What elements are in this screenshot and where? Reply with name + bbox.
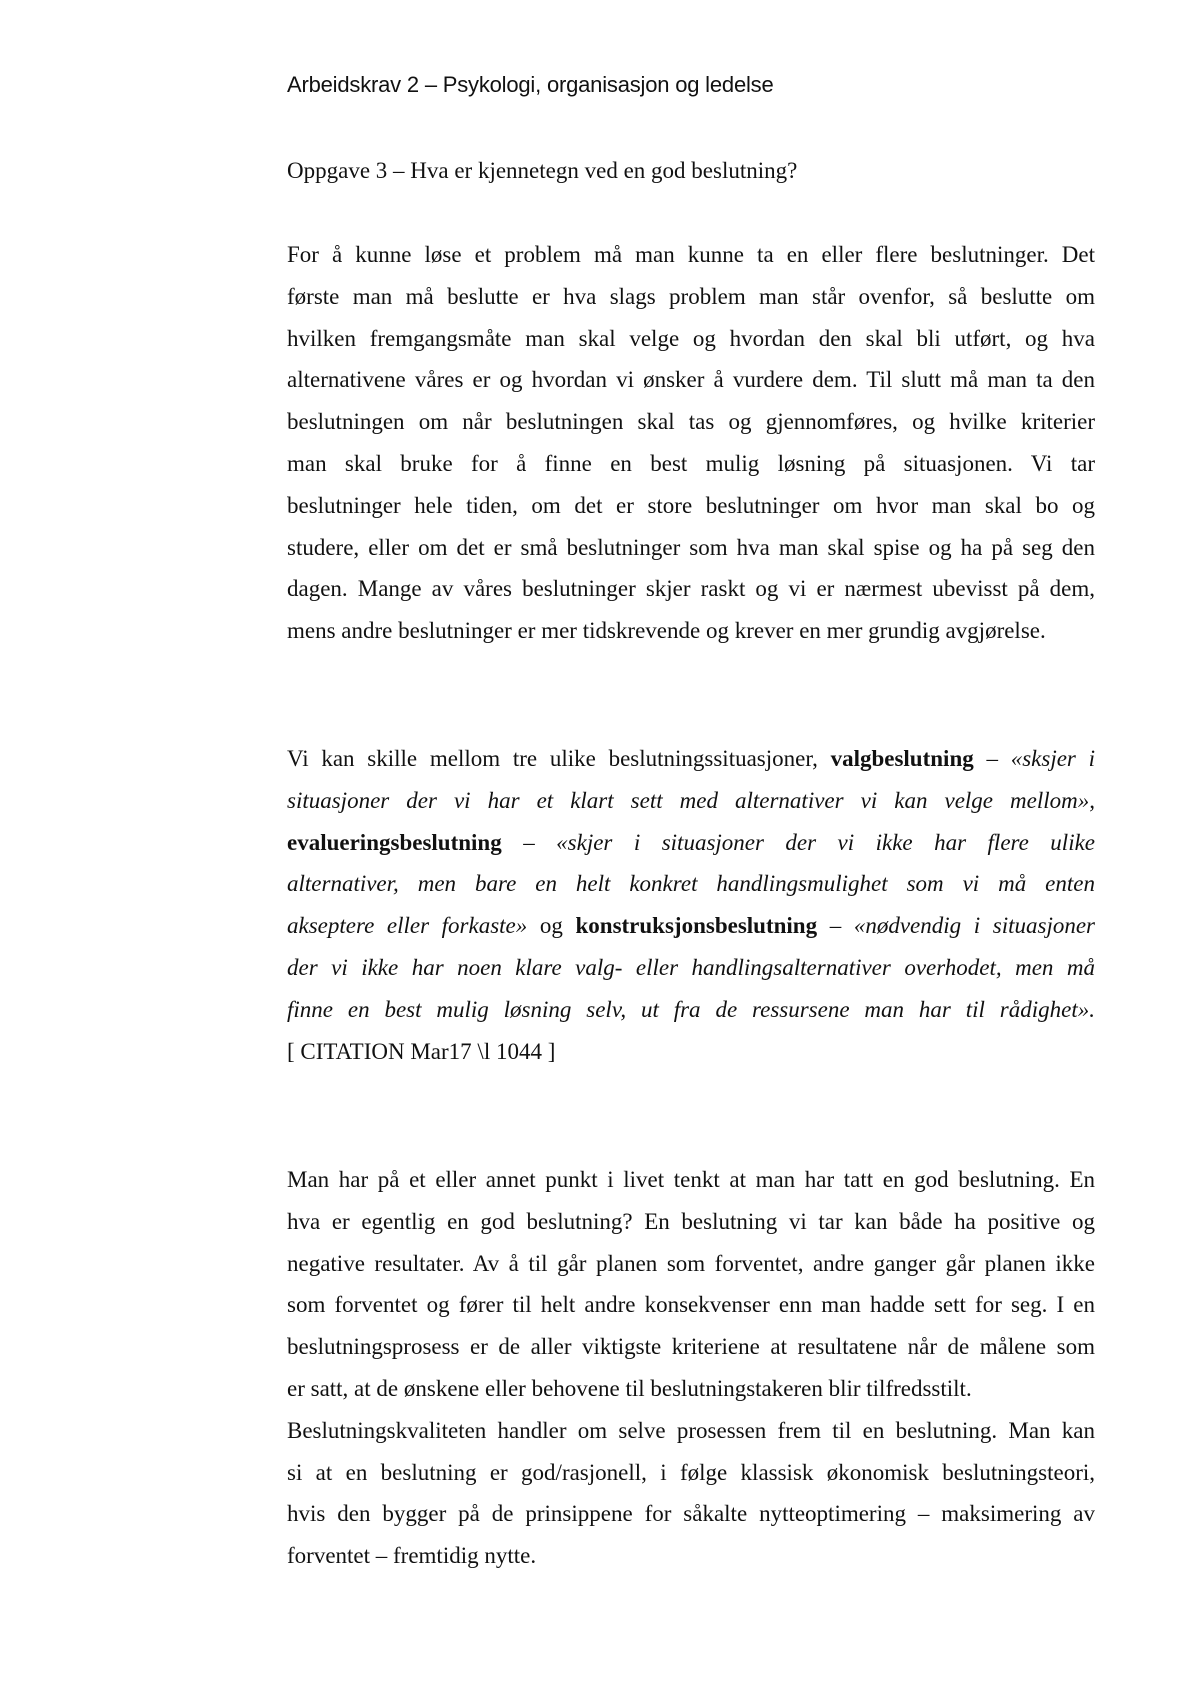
- paragraph-line: første man må beslutte er hva slags problem man står ovenfor, så beslutte om: [287, 283, 1095, 309]
- quote-text: alternativer, men bare en helt konkret handlingsmulighet som vi må enten: [287, 871, 1095, 897]
- quote-text: situasjoner der vi har et klart sett med alternativer vi kan velge mellom»,: [287, 787, 1095, 813]
- paragraph-line: mens andre beslutninger er mer tidskrevende og krever en mer grundig avgjørelse.: [287, 618, 1046, 644]
- term-evalueringsbeslutning: evalueringsbeslutning: [287, 829, 502, 855]
- intro-text: Vi kan skille mellom tre ulike beslutningssituasjoner,: [287, 746, 831, 771]
- paragraph-line: som forventet og fører til helt andre konsekvenser enn man hadde sett for seg. I en: [287, 1292, 1095, 1318]
- term-valgbeslutning: valgbeslutning: [830, 746, 974, 771]
- citation-field: [ CITATION Mar17 \l 1044 ]: [287, 1038, 556, 1064]
- paragraph-line: [287, 947, 1095, 989]
- conjunction: og: [527, 913, 576, 939]
- paragraph-line: [287, 905, 1095, 947]
- paragraph-line: hvis den bygger på de prinsippene for såkalte nytteoptimering – maksimering av: [287, 1501, 1095, 1527]
- dash: –: [501, 829, 557, 855]
- paragraph-line: beslutningen om når beslutningen skal tas og gjennomføres, og hvilke kriterier: [287, 409, 1095, 435]
- paragraph-line: [287, 738, 1095, 780]
- paragraph-line: Man har på et eller annet punkt i livet tenkt at man har tatt en god beslutning. En: [287, 1167, 1095, 1192]
- paragraph-line: er satt, at de ønskene eller behovene til beslutningstakeren blir tilfredsstilt.: [287, 1375, 972, 1401]
- paragraph-line: hvilken fremgangsmåte man skal velge og hvordan den skal bli utført, og hva: [287, 325, 1095, 351]
- quote-text: der vi ikke har noen klare valg- eller handlingsalternativer overhodet, men må: [287, 954, 1095, 980]
- quote-text: «nødvendig i situasjoner: [853, 913, 1095, 939]
- paragraph-line: forventet – fremtidig nytte.: [287, 1543, 537, 1569]
- paragraph-line: studere, eller om det er små beslutninger som hva man skal spise og ha på seg den: [287, 534, 1095, 560]
- quote-text: akseptere eller forkaste»: [287, 913, 528, 939]
- paragraph-line: For å kunne løse et problem må man kunne ta en eller flere beslutninger. Det: [287, 242, 1095, 267]
- dash: –: [973, 746, 1011, 771]
- paragraph-line: negative resultater. Av å til går planen som forventet, andre ganger går planen ikke: [287, 1250, 1095, 1276]
- paragraph-line: [287, 822, 1095, 864]
- paragraph-line: dagen. Mange av våres beslutninger skjer raskt og vi er nærmest ubevisst på dem,: [287, 576, 1095, 602]
- paragraph-intro: [287, 234, 1095, 652]
- task-heading: Oppgave 3 – Hva er kjennetegn ved en god beslutning?: [287, 158, 798, 183]
- paragraph-line: man skal bruke for å finne en best mulig løsning på situasjonen. Vi tar: [287, 450, 1095, 476]
- paragraph-line: beslutninger hele tiden, om det er store beslutninger om hvor man skal bo og: [287, 492, 1095, 518]
- paragraph-decision-types: [287, 738, 1095, 1072]
- quote-text: finne en best mulig løsning selv, ut fra de ressursene man har til rådighet».: [287, 996, 1095, 1022]
- paragraph-line: si at en beslutning er god/rasjonell, i følge klassisk økonomisk beslutningsteori,: [287, 1459, 1095, 1485]
- paragraph-good-decision: [287, 1159, 1095, 1577]
- dash: –: [817, 913, 854, 939]
- paragraph-line: [287, 780, 1095, 822]
- document-title: Arbeidskrav 2 – Psykologi, organisasjon og ledelse: [287, 72, 774, 97]
- term-konstruksjonsbeslutning: konstruksjonsbeslutning: [575, 913, 818, 939]
- paragraph-line: [287, 989, 1095, 1031]
- quote-text: «skjer i situasjoner der vi ikke har flere ulike: [556, 829, 1096, 855]
- paragraph-line: Beslutningskvaliteten handler om selve prosessen frem til en beslutning. Man kan: [287, 1417, 1095, 1443]
- paragraph-line: hva er egentlig en god beslutning? En beslutning vi tar kan både ha positive og: [287, 1208, 1095, 1234]
- paragraph-line: beslutningsprosess er de aller viktigste kriteriene at resultatene når de målene som: [287, 1334, 1095, 1360]
- paragraph-line: alternativene våres er og hvordan vi ønsker å vurdere dem. Til slutt må man ta den: [287, 367, 1095, 393]
- quote-text: «sksjer i: [1010, 746, 1095, 771]
- paragraph-line: [287, 863, 1095, 905]
